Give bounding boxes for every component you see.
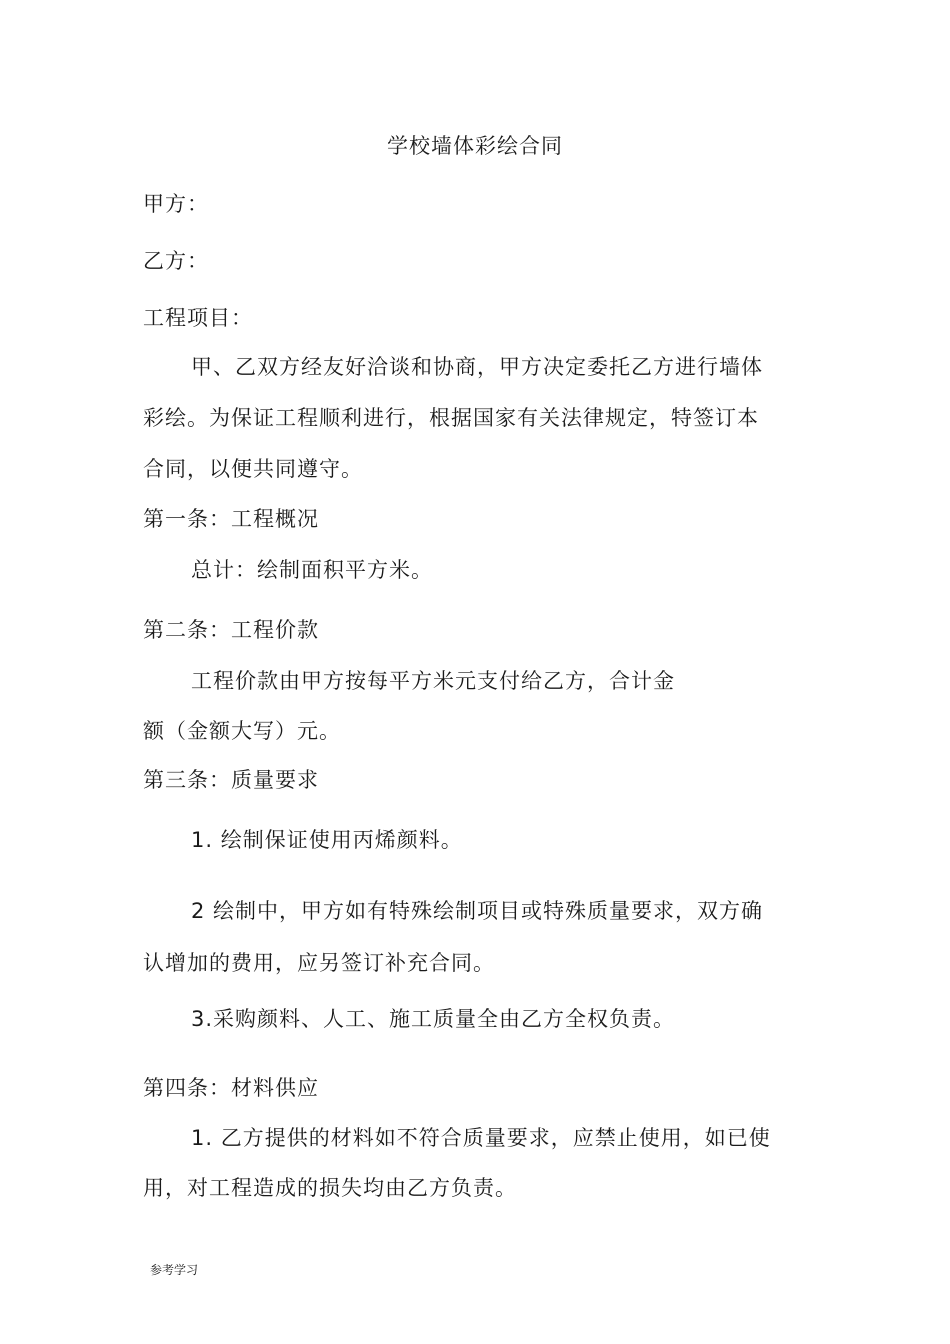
project-label: 工程项目： xyxy=(143,306,253,330)
article3-item2-line-1: 2 绘制中，甲方如有特殊绘制项目或特殊质量要求，双方确 xyxy=(191,899,764,923)
intro-line-1: 甲、乙双方经友好洽谈和协商，甲方决定委托乙方进行墙体 xyxy=(191,355,763,379)
page-footer: 参考学习 xyxy=(150,1263,199,1277)
party-a-label: 甲方： xyxy=(143,192,209,216)
contract-title: 学校墙体彩绘合同 xyxy=(387,134,563,158)
article3-item1: 1. 绘制保证使用丙烯颜料。 xyxy=(191,828,463,852)
article3-heading: 第三条：质量要求 xyxy=(143,768,319,792)
article4-item1-line-2: 用，对工程造成的损失均由乙方负责。 xyxy=(143,1176,517,1200)
article1-body: 总计：绘制面积平方米。 xyxy=(191,558,433,582)
article3-item3: 3.采购颜料、人工、施工质量全由乙方全权负责。 xyxy=(191,1007,676,1031)
article4-heading: 第四条：材料供应 xyxy=(143,1076,319,1100)
article2-body-line-1: 工程价款由甲方按每平方米元支付给乙方，合计金 xyxy=(191,669,675,693)
intro-line-2: 彩绘。为保证工程顺利进行，根据国家有关法律规定，特签订本 xyxy=(143,406,759,430)
article2-body-line-2: 额（金额大写）元。 xyxy=(143,719,341,743)
party-b-label: 乙方： xyxy=(143,249,209,273)
article4-item1-line-1: 1. 乙方提供的材料如不符合质量要求，应禁止使用，如已使 xyxy=(191,1126,771,1150)
intro-line-3: 合同，以便共同遵守。 xyxy=(143,457,363,481)
article2-heading: 第二条：工程价款 xyxy=(143,618,319,642)
article3-item2-line-2: 认增加的费用，应另签订补充合同。 xyxy=(143,951,495,975)
article1-heading: 第一条：工程概况 xyxy=(143,507,319,531)
